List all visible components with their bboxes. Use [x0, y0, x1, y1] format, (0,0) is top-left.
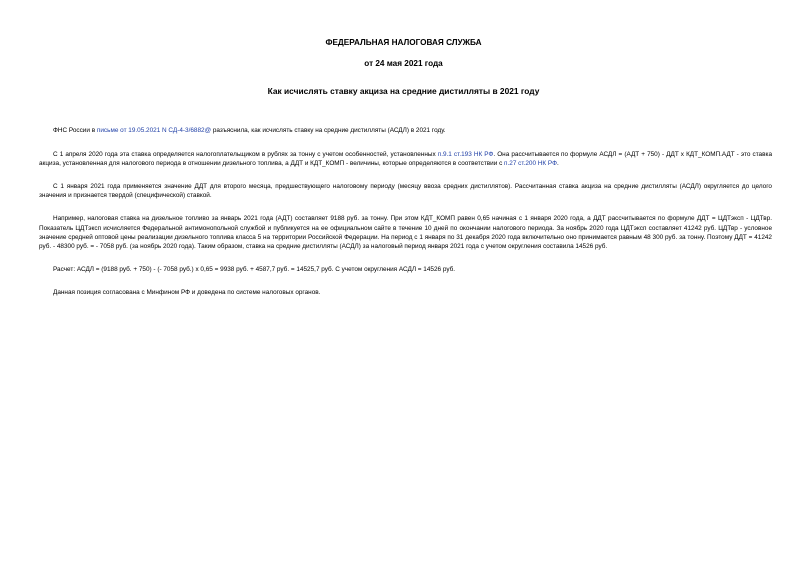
agency-heading: ФЕДЕРАЛЬНАЯ НАЛОГОВАЯ СЛУЖБА [325, 38, 482, 47]
paragraph-1-text-a: ФНС России в [53, 127, 97, 134]
document-title: Как исчислять ставку акциза на средние дистилляты в 2021 году [267, 86, 540, 96]
paragraph-3: С 1 января 2021 года применяется значение ДДТ для второго месяца, предшествующего налоговому периоду (месяцу ввоза средних дистиллятов). Рассчитанная ставка акциза на средние дистилляты (АСДЛ) округляется до целого значения и признается твердой (специфической) ставкой. [39, 183, 772, 200]
paragraph-5-calculation: Расчет: АСДЛ = (9188 руб. + 750) - (- 7058 руб.) x 0,65 = 9938 руб. + 4587,7 руб. = 14525,7 руб. С учетом округления АСДЛ = 14526 руб. [53, 265, 456, 273]
paragraph-2-text-b: . Она рассчитывается по формуле АСДЛ = (АДТ + 750) - ДДТ x КДТ_КОМП.АДТ - это ставка акциза, установленная для налогового периода в отношении дизельного топлива, а ДДТ и КДТ_КОМП - величины, которые определяются в соответствии с [39, 151, 772, 168]
document-body [39, 126, 772, 311]
paragraph-2-text-c: . [556, 160, 559, 168]
paragraph-1-text-b: разъяснила, как исчислять ставку на средние дистилляты (АСДЛ) в 2021 году. [211, 127, 446, 134]
paragraph-2 [39, 150, 772, 168]
paragraph-2-text-a: С 1 апреля 2020 года эта ставка определяется налогоплательщиком в рублях за тонну с учетом особенностей, установленных [53, 151, 438, 159]
letter-link[interactable]: письме от 19.05.2021 N СД-4-3/6882@ [96, 127, 212, 134]
nk-article-193-link[interactable]: п.9.1 ст.193 НК РФ [437, 151, 494, 159]
paragraph-1 [39, 126, 772, 135]
paragraph-4: Например, налоговая ставка на дизельное топливо за январь 2021 года (АДТ) составляет 9188 руб. за тонну. При этом КДТ_КОМП равен 0,65 начиная с 1 января 2020 года, а ДДТ рассчитывается по формуле ДДТ = ЦДТэксп - ЦДТвр. Показатель ЦДТэксп исчисляется Федеральной антимонопольной службой и публикуется на ее официальном сайте в течение 10 дней по окончании налогового периода. За ноябрь 2020 года ЦДТэксп составляет 41242 руб. ЦДТвр - условное значение средней оптовой цены реализации дизельного топлива класса 5 на территории Российской Федерации. На период с 1 января по 31 декабря 2020 года включительно оно принимается равным 48 300 руб. за тонну. Поэтому ДДТ = 41242 руб. - 48300 руб. = - 7058 руб. (за ноябрь 2020 года). Таким образом, ставка на средние дистилляты (АСДЛ) за налоговый период января 2021 года с учетом округления составила 14526 руб. [39, 215, 772, 250]
document-date: от 24 мая 2021 года [364, 59, 443, 68]
nk-article-200-link[interactable]: п.27 ст.200 НК РФ [504, 160, 557, 168]
paragraph-6: Данная позиция согласована с Минфином РФ и доведена по системе налоговых органов. [53, 288, 321, 296]
